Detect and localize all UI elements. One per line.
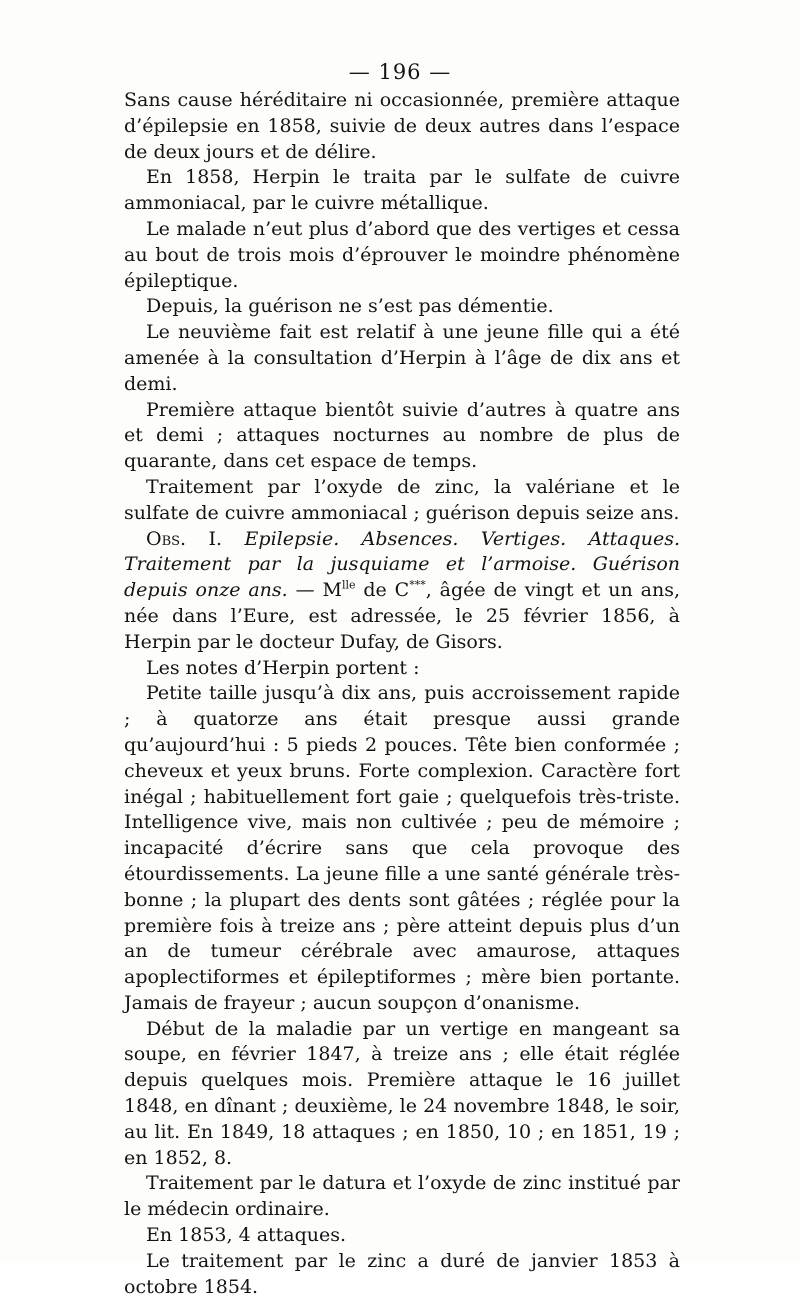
paragraph-7: Traitement par l’oxyde de zinc, la valériane et le sulfate de cuivre ammoniacal ; guérison depuis seize ans.	[124, 475, 680, 524]
paragraph-6: Première attaque bientôt suivie d’autres à quatre ans et demi ; attaques nocturnes au nombre de plus de quarante, dans cet espace de temps.	[124, 398, 680, 473]
paragraph-5: Le neuvième fait est relatif à une jeune fille qui a été amenée à la consultation d’Herpin à l’âge de dix ans et demi.	[124, 321, 680, 395]
patient-title-sup: lle	[341, 578, 356, 592]
paragraph-1: Sans cause héréditaire ni occasionnée, première attaque d’épilepsie en 1858, suivie de deux autres dans l’espace de deux jours et de délire.	[124, 89, 680, 163]
paragraph-13: Le traitement par le zinc a duré de janvier 1853 à octobre 1854.	[124, 1249, 680, 1298]
paragraph-3: Le malade n’eut plus d’abord que des vertiges et cessa au bout de trois mois d’éprouver le moindre phénomène épileptique.	[124, 217, 680, 292]
paragraph-9: Petite taille jusqu’à dix ans, puis accroissement rapide ; à quatorze ans était presque aussi grande qu’aujourd’hui : 5 pieds 2 pouces. Tête bien conformée ; cheveux et yeux bruns. Forte complexion. Caractère fort inégal ; habituellement fort gaie ; quelquefois très-triste. Intelligence vive, mais non cultivée ; peu de mémoire ; incapacité d’écrire sans que cela provoque des étourdissements. La jeune fille a une santé générale très-bonne ; la plupart des dents sont gâtées ; réglée pour la première fois à treize ans ; père atteint depuis plus d’un an de tumeur cérébrale avec amaurose, attaques apoplectiformes et épileptiformes ; mère bien portante. Jamais de frayeur ; aucun soupçon d’onanisme.	[124, 682, 680, 1014]
observation-text: , âgée de vingt et un ans, née dans l’Eure, est adressée, le 25 février 1856, à Herpin par le docteur Dufay, de Gisors.	[124, 579, 680, 653]
patient-name: de C	[355, 579, 410, 602]
paragraph-12: En 1853, 4 attaques.	[146, 1224, 347, 1247]
page-number: — 196 —	[348, 60, 452, 84]
observation-dash: —	[287, 579, 323, 602]
body-text	[124, 88, 680, 1300]
paragraph-4: Depuis, la guérison ne s’est pas démentie.	[146, 295, 554, 318]
paragraph-8: Les notes d’Herpin portent :	[146, 656, 420, 679]
observation-paragraph	[124, 527, 680, 656]
patient-title: M	[322, 579, 342, 602]
paragraph-10: Début de la maladie par un vertige en mangeant sa soupe, en février 1847, à treize ans ; elle était réglée depuis quelques mois. Première attaque le 16 juillet 1848, en dînant ; deuxième, le 24 novembre 1848, le soir, au lit. En 1849, 18 attaques ; en 1850, 10 ; en 1851, 19 ; en 1852, 8.	[124, 1017, 680, 1169]
paragraph-2: En 1858, Herpin le traita par le sulfate de cuivre ammoniacal, par le cuivre métallique.	[124, 166, 680, 215]
paragraph-11: Traitement par le datura et l’oxyde de zinc institué par le médecin ordinaire.	[124, 1172, 680, 1221]
observation-title: Epilepsie. Absences. Vertiges. Attaques. Traitement par la jusquiame et l’armoise. Guérison depuis onze ans.	[124, 527, 680, 602]
observation-label: Obs. I.	[146, 527, 223, 550]
patient-name-sup: ***	[409, 578, 426, 592]
